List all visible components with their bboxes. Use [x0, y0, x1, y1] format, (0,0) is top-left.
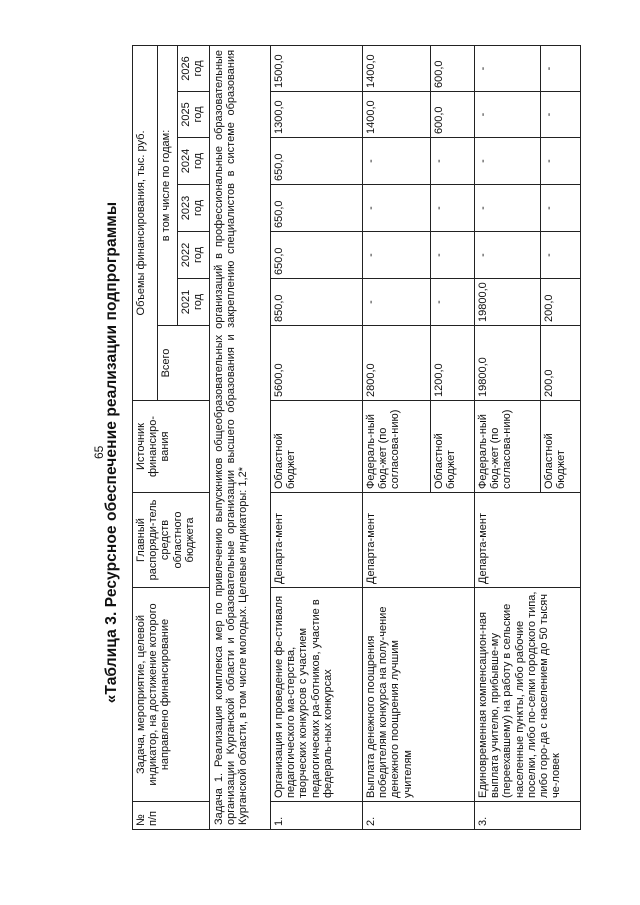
- row-total: 1200,0: [431, 326, 475, 401]
- row-2021: -: [431, 279, 475, 326]
- row-source: Областной бюджет: [271, 401, 363, 493]
- row-name: Выплата денежного поощрения победителям конкурса на полу-чение денежного поощрения лучшим учителям: [363, 588, 475, 802]
- row-2023: -: [363, 185, 431, 232]
- resource-table: [132, 45, 581, 830]
- row-manager: Департа-мент: [363, 493, 475, 588]
- row-2025: -: [475, 92, 541, 138]
- row-source: Федераль-ный бюд-жет (по согласова-нию): [475, 401, 541, 493]
- row-num: 1.: [271, 802, 363, 830]
- header-task: Задача, мероприятие, целевой индикатор, на достижение которого направлено финансирование: [133, 588, 210, 802]
- row-2022: -: [363, 232, 431, 279]
- table-row: [475, 45, 541, 829]
- row-2023: -: [431, 185, 475, 232]
- header-year: 2021 год: [178, 279, 210, 326]
- row-total: 2800,0: [363, 326, 431, 401]
- row-2024: -: [431, 138, 475, 185]
- row-2026: 1500,0: [271, 45, 363, 91]
- row-2022: 650,0: [271, 232, 363, 279]
- row-2025: 600,0: [431, 92, 475, 138]
- row-2022: -: [475, 232, 541, 279]
- row-2024: -: [541, 138, 581, 185]
- header-year: 2022 год: [178, 232, 210, 279]
- row-total: 200,0: [541, 326, 581, 401]
- row-2025: 1300,0: [271, 92, 363, 138]
- header-year: 2025 год: [178, 92, 210, 138]
- row-2021: 19800,0: [475, 279, 541, 326]
- row-source: Федераль-ный бюд-жет (по согласова-нию): [363, 401, 431, 493]
- header-num: № п/п: [133, 802, 210, 830]
- row-2025: -: [541, 92, 581, 138]
- row-2024: -: [475, 138, 541, 185]
- row-2022: -: [431, 232, 475, 279]
- row-num: 2.: [363, 802, 475, 830]
- table-row: [271, 45, 363, 829]
- row-num: 3.: [475, 802, 581, 830]
- row-name: Организация и проведение фе-стиваля педагогического ма-стерства, творческих конкурсов с участием педагогических ра-ботников, участие в федераль-ных конкурсах: [271, 588, 363, 802]
- header-by-year: в том числе по годам:: [158, 45, 178, 325]
- header-year: 2026 год: [178, 45, 210, 91]
- row-2026: 1400,0: [363, 45, 431, 91]
- header-year: 2023 год: [178, 185, 210, 232]
- row-2021: 850,0: [271, 279, 363, 326]
- row-2026: 600,0: [431, 45, 475, 91]
- row-2023: -: [475, 185, 541, 232]
- row-2023: -: [541, 185, 581, 232]
- header-source: Источник финансиро-вания: [133, 401, 210, 493]
- row-2023: 650,0: [271, 185, 363, 232]
- table-title: «Таблица 3. Ресурсное обеспечение реализации подпрограммы: [103, 201, 120, 704]
- header-manager: Главный распоряди-тель средств областного бюджета: [133, 493, 210, 588]
- page-number: 65: [92, 445, 106, 459]
- row-2021: -: [363, 279, 431, 326]
- row-source: Областной бюджет: [431, 401, 475, 493]
- row-2025: 1400,0: [363, 92, 431, 138]
- row-manager: Департа-мент: [475, 493, 581, 588]
- row-2026: -: [475, 45, 541, 91]
- row-source: Областной бюджет: [541, 401, 581, 493]
- row-total: 5600,0: [271, 326, 363, 401]
- row-name: Единовременная компенсацион-ная выплата учителю, прибывше-му (переехавшему) на работу в сельские населенные пункты, либо рабочие поселки, либо по-селки городского типа, либо горо-да с населением до 50 тысяч че-ловек: [475, 588, 581, 802]
- table-row: [363, 45, 431, 829]
- row-2024: 650,0: [271, 138, 363, 185]
- header-volume: Объемы финансирования, тыс. руб.: [133, 45, 158, 400]
- header-total: Всего: [158, 326, 210, 401]
- row-2024: -: [363, 138, 431, 185]
- row-2021: 200,0: [541, 279, 581, 326]
- row-total: 19800,0: [475, 326, 541, 401]
- row-2026: -: [541, 45, 581, 91]
- row-manager: Департа-мент: [271, 493, 363, 588]
- row-2022: -: [541, 232, 581, 279]
- header-year: 2024 год: [178, 138, 210, 185]
- task-1-row: Задача 1. Реализация комплекса мер по привлечению выпускников общеобразовательных организаций в профессиональные образовательные организации Курганской области и образовательные организации высшего образования и закреплению специалистов в системе образования Курганской области, в том числе молодых. Целевые индикаторы: 1,2*: [210, 45, 271, 829]
